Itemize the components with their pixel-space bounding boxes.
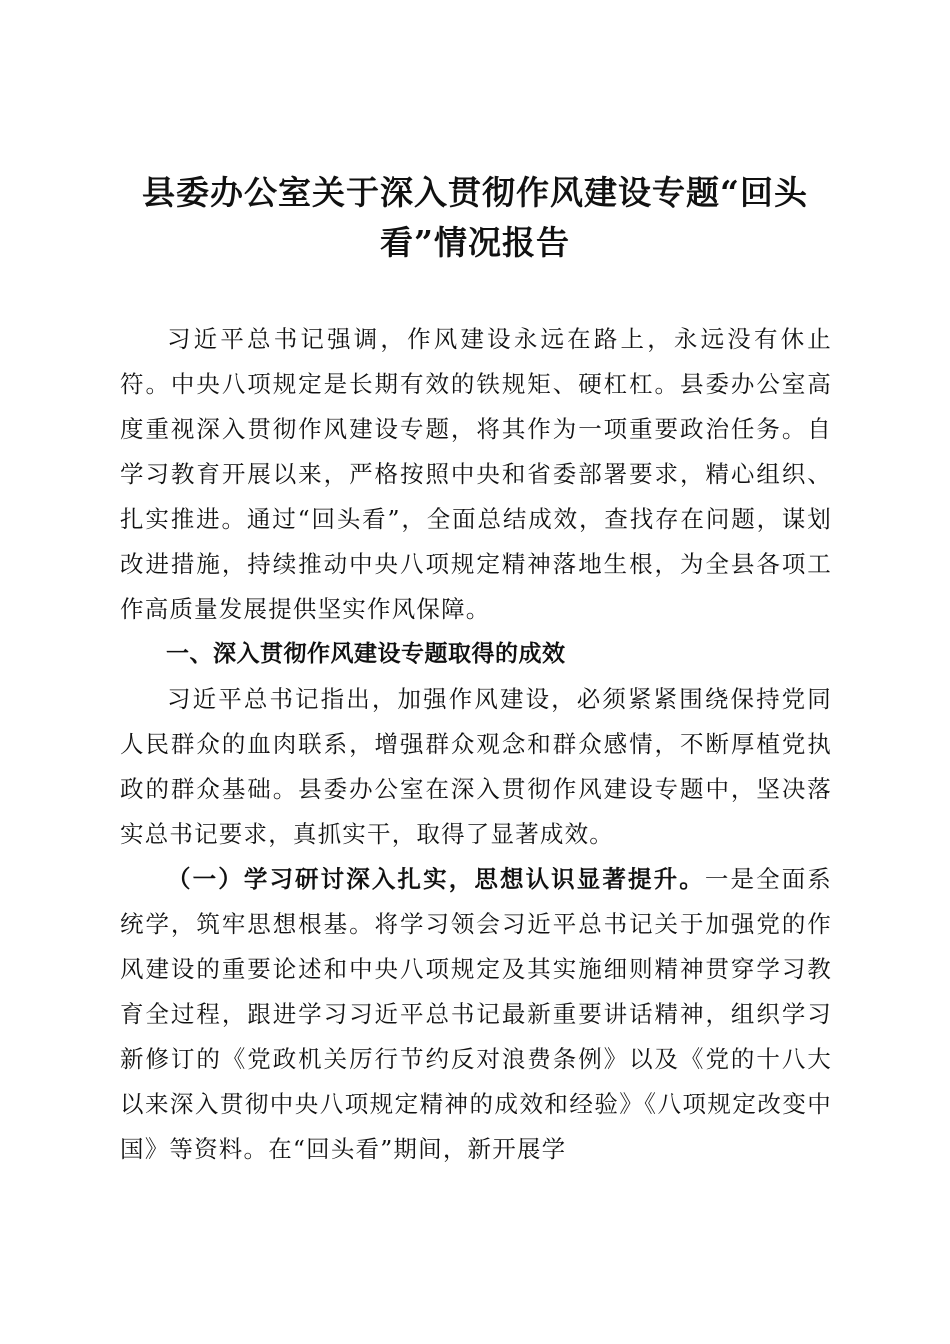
subsection-heading: （一）学习研讨深入扎实，思想认识显著提升。 [167,865,705,893]
document-title [110,168,840,268]
title-line-1: 县委办公室关于深入贯彻作风建设专题“回头 [142,173,808,212]
subsection-paragraph [120,857,832,1172]
section-paragraph: 习近平总书记指出，加强作风建设，必须紧紧围绕保持党同人民群众的血肉联系，增强群众观念和群众感情，不断厚植党执政的群众基础。县委办公室在深入贯彻作风建设专题中，坚决落实总书记要求，真抓实干，取得了显著成效。 [120,685,832,848]
subsection-text: 一是全面系统学，筑牢思想根基。将学习领会习近平总书记关于加强党的作风建设的重要论述和中央八项规定及其实施细则精神贯穿学习教育全过程，跟进学习习近平总书记最新重要讲话精神，组织学习新修订的《党政机关厉行节约反对浪费条例》以及《党的十八大以来深入贯彻中央八项规定精神的成效和经验》《八项规定改变中国》等资料。在“回头看”期间，新开展学 [120,865,833,1163]
intro-paragraph: 习近平总书记强调，作风建设永远在路上，永远没有休止符。中央八项规定是长期有效的铁规矩、硬杠杠。县委办公室高度重视深入贯彻作风建设专题，将其作为一项重要政治任务。自学习教育开展以来，严格按照中央和省委部署要求，精心组织、扎实推进。通过“回头看”，全面总结成效，查找存在问题，谋划改进措施，持续推动中央八项规定精神落地生根，为全县各项工作高质量发展提供坚实作风保障。 [120,325,832,623]
title-line-2: 看”情况报告 [380,223,570,262]
document-body [120,317,832,1172]
section-heading: 一、深入贯彻作风建设专题取得的成效 [166,641,566,667]
